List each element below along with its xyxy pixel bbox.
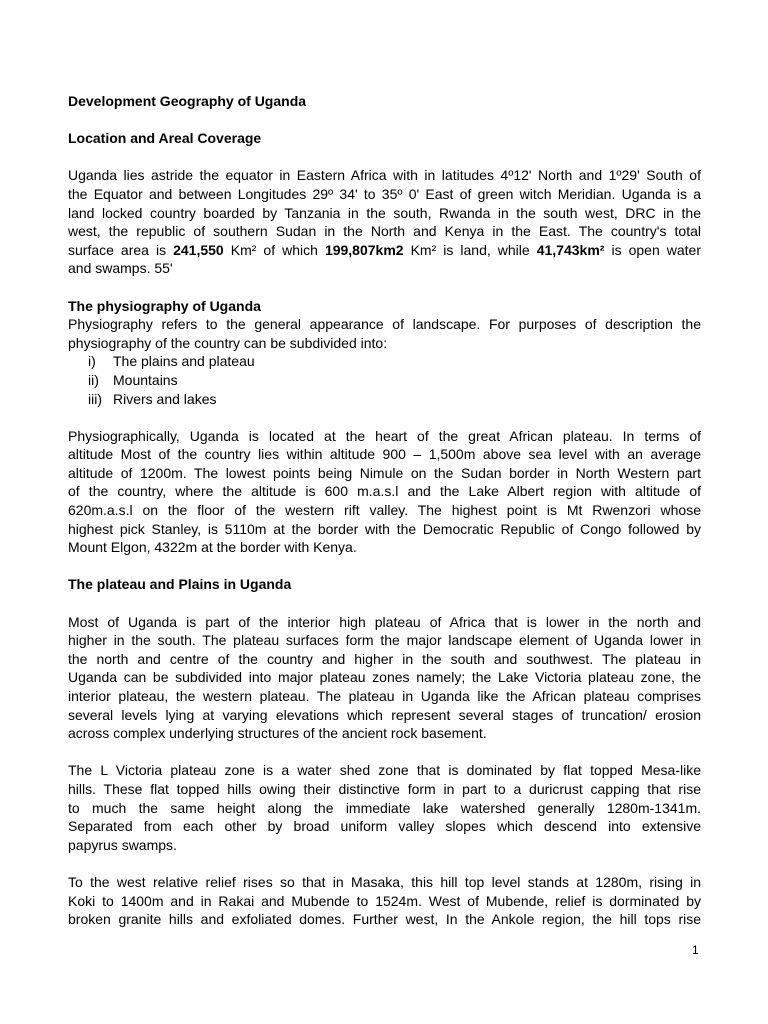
paragraph-line: land locked country boarded by Tanzania in the south, Rwanda in the south west, DRC in the <box>68 204 701 221</box>
list-item-text: Rivers and lakes <box>113 390 217 407</box>
paragraph-line: Separated from each other by broad uniform valley slopes which descend into extensive <box>68 818 701 835</box>
text-fragment: Km² is land, while <box>403 241 537 258</box>
list-number: i) <box>88 353 96 370</box>
section-heading-location: Location and Areal Coverage <box>68 130 262 147</box>
text-fragment: surface area is <box>68 241 174 258</box>
list-item <box>68 371 701 390</box>
list-item <box>68 390 701 409</box>
paragraph-line: and swamps. 55' <box>68 260 173 277</box>
paragraph-line: papyrus swamps. <box>68 836 177 853</box>
paragraph-line: Uganda lies astride the equator in Eastern Africa with in latitudes 4º12' North and 1º29' South of <box>68 167 701 184</box>
paragraph-line: Physiographically, Uganda is located at the heart of the great African plateau. In terms of <box>68 427 701 444</box>
paragraph-line: altitude Most of the country lies within altitude 900 – 1,500m above sea level with an average <box>68 446 701 463</box>
paragraph-line: several levels lying at varying elevations which represent several stages of truncation/ erosion <box>68 706 701 723</box>
paragraph-line: broken granite hills and exfoliated domes. Further west, In the Ankole region, the hill tops rise <box>68 911 701 928</box>
paragraph-line: Koki to 1400m and in Rakai and Mubende to 1524m. West of Mubende, relief is dorminated by <box>68 892 701 909</box>
bold-land-area: 199,807km2 <box>324 241 404 258</box>
text-fragment: Km² of which <box>223 241 325 258</box>
page-number: 1 <box>692 943 699 957</box>
section-heading-physiography: The physiography of Uganda <box>68 297 261 314</box>
paragraph-line: Physiography refers to the general appearance of landscape. For purposes of description the <box>68 316 701 333</box>
bold-total-area: 241,550 <box>173 241 224 258</box>
paragraph-line: physiography of the country can be subdivided into: <box>68 334 388 351</box>
paragraph-line: across complex underlying structures of the ancient rock basement. <box>68 725 487 742</box>
paragraph-line: Most of Uganda is part of the interior high plateau of Africa that is lower in the north and <box>68 613 701 630</box>
document-body <box>68 92 701 929</box>
paragraph-line: of the country, where the altitude is 600 m.a.s.l and the Lake Albert region with altitude of <box>68 483 701 500</box>
paragraph-line: higher in the south. The plateau surfaces form the major landscape element of Uganda lower in <box>68 632 701 649</box>
paragraph-line: 620m.a.s.l on the floor of the western rift valley. The highest point is Mt Rwenzori whose <box>68 502 701 519</box>
document-title: Development Geography of Uganda <box>68 93 307 109</box>
paragraph-line: altitude of 1200m. The lowest points being Nimule on the Sudan border in North Western part <box>68 464 701 481</box>
paragraph-line: The L Victoria plateau zone is a water shed zone that is dominated by flat topped Mesa-like <box>68 762 701 779</box>
list-item <box>68 352 701 371</box>
paragraph-line: the north and centre of the country and higher in the south and southwest. The plateau in <box>68 650 701 667</box>
paragraph-line: highest pick Stanley, is 5110m at the border with the Democratic Republic of Congo followed by <box>68 520 701 537</box>
paragraph-line: west, the republic of southern Sudan in the North and Kenya in the East. The country's total <box>68 223 701 240</box>
paragraph-line: interior plateau, the western plateau. The plateau in Uganda like the African plateau comprises <box>68 688 701 704</box>
text-fragment: is open water <box>604 241 701 258</box>
paragraph-line-area <box>68 241 701 260</box>
list-number: ii) <box>88 371 99 388</box>
paragraph-line: hills. These flat topped hills owing their distinctive form in part to a duricrust capping that rise <box>68 780 701 797</box>
paragraph-line: Uganda can be subdivided into major plateau zones namely; the Lake Victoria plateau zone, the <box>68 669 701 686</box>
list-item-text: Mountains <box>113 371 178 388</box>
list-item-text: The plains and plateau <box>113 353 255 370</box>
paragraph-line: the Equator and between Longitudes 29º 34' to 35º 0' East of green witch Meridian. Uganda is a <box>68 185 701 202</box>
paragraph-line: to much the same height along the immediate lake watershed generally 1280m-1341m. <box>68 799 701 816</box>
section-heading-plateau: The plateau and Plains in Uganda <box>68 576 292 593</box>
list-number: iii) <box>88 390 102 407</box>
bold-water-area: 41,743km² <box>536 241 605 258</box>
paragraph-line: Mount Elgon, 4322m at the border with Kenya. <box>68 539 357 556</box>
paragraph-line: To the west relative relief rises so that in Masaka, this hill top level stands at 1280m, rising in <box>68 873 701 890</box>
